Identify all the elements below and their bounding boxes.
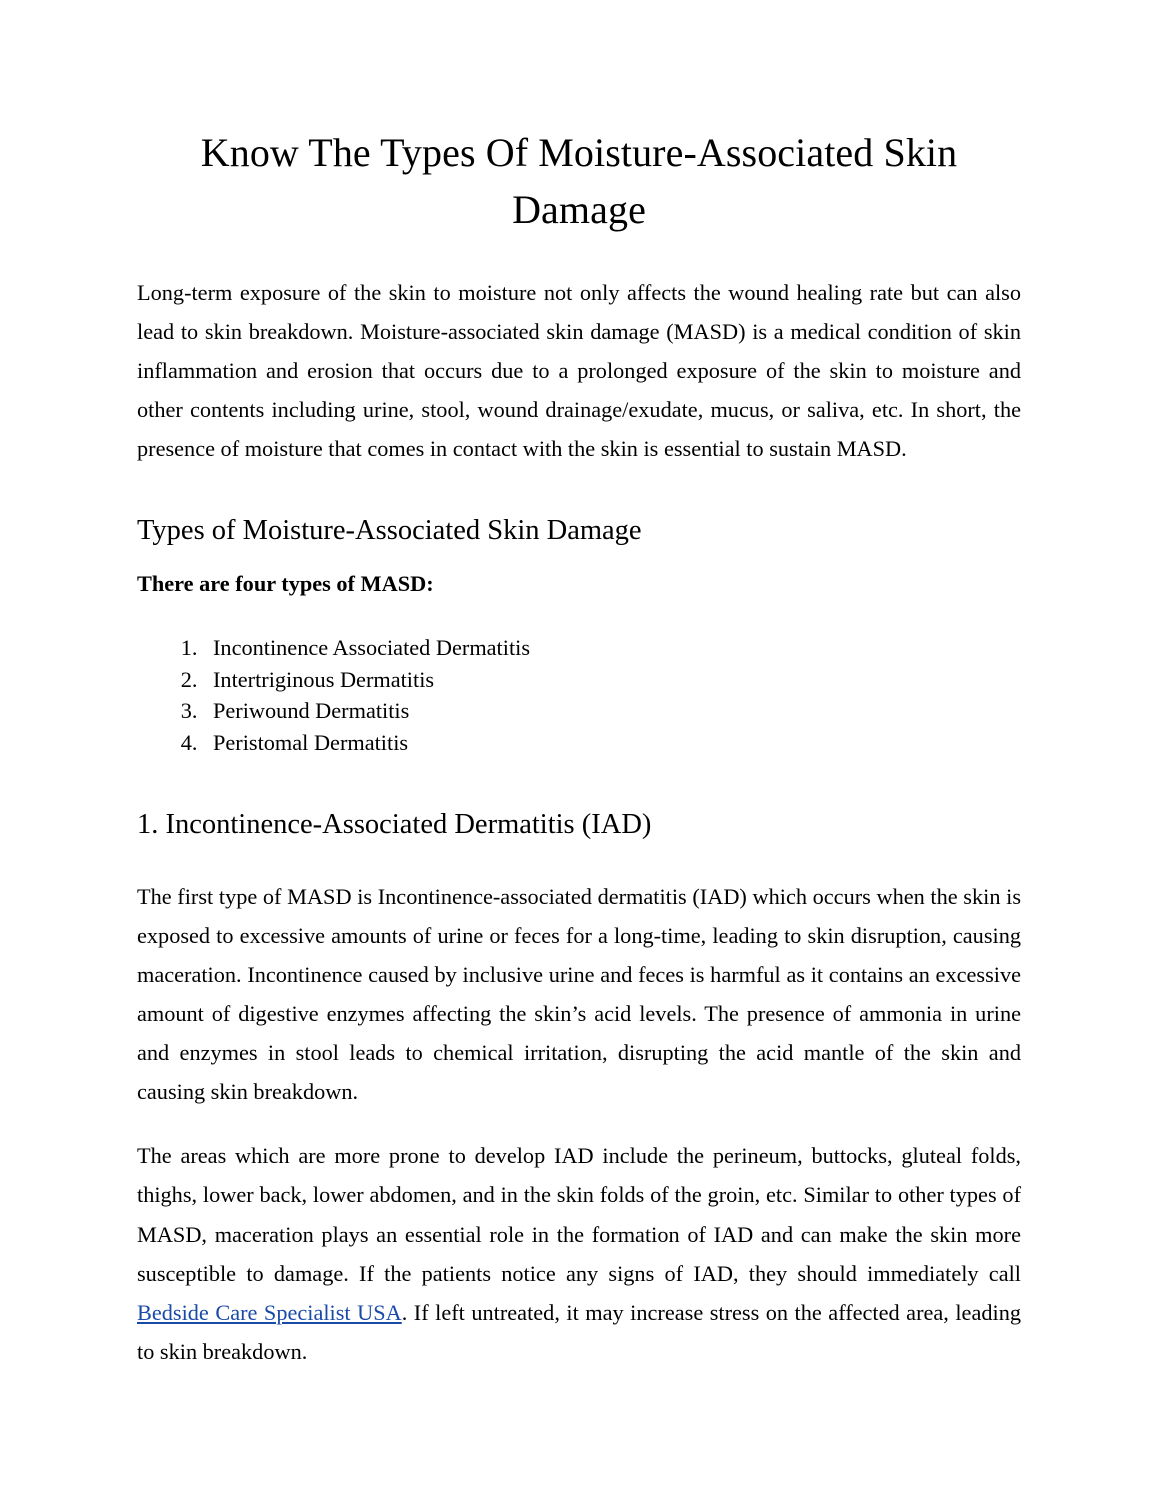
document-content-column [137, 0, 1021, 1371]
page-title: Know The Types Of Moisture-Associated Skin Damage [200, 130, 958, 232]
list-item: 3. Periwound Dermatitis [203, 695, 1021, 727]
masd-types-list-wrapper [137, 602, 1021, 759]
iad-paragraph-two-text-before-link: The areas which are more prone to develop IAD include the perineum, buttocks, gluteal folds, thighs, lower back, lower abdomen, and in the skin folds of the groin, etc. Similar to other types of MASD, maceration plays an essential role in the formation of IAD and can make the skin more susceptible to damage. If the patients notice any signs of IAD, they should immediately call [137, 1143, 1021, 1286]
section-heading-incontinence-associated-dermatitis: 1. Incontinence-Associated Dermatitis (IAD) [137, 808, 652, 840]
iad-paragraph-two-text-after-link: . If left untreated, it may increase stress on the affected area, leading to skin breakdown. [137, 1299, 1021, 1364]
bedside-care-specialist-usa-link[interactable]: Bedside Care Specialist USA [137, 1299, 402, 1325]
masd-types-list [137, 632, 1021, 759]
iad-paragraph-one: The first type of MASD is Incontinence-associated dermatitis (IAD) which occurs when the skin is exposed to excessive amounts of urine or feces for a long-time, leading to skin disruption, causing maceration. Incontinence caused by inclusive urine and feces is harmful as it contains an excessive amount of digestive enzymes affecting the skin’s acid levels. The presence of ammonia in urine and enzymes in stool leads to chemical irritation, disrupting the acid mantle of the skin and causing skin breakdown. [137, 883, 1021, 1105]
list-item: 2. Intertriginous Dermatitis [203, 664, 1021, 696]
list-item: 1. Incontinence Associated Dermatitis [203, 632, 1021, 664]
section-heading-types-of-masd: Types of Moisture-Associated Skin Damage [137, 515, 642, 547]
iad-paragraph-two [137, 1136, 1021, 1371]
intro-paragraph: Long-term exposure of the skin to moisture not only affects the wound healing rate but can also lead to skin breakdown. Moisture-associated skin damage (MASD) is a medical condition of skin inflammation and erosion that occurs due to a prolonged exposure of the skin to moisture and other contents including urine, stool, wound drainage/exudate, mucus, or saliva, etc. In short, the presence of moisture that comes in contact with the skin is essential to sustain MASD. [137, 279, 1021, 462]
list-item: 4. Peristomal Dermatitis [203, 727, 1021, 759]
list-lead-in-text: There are four types of MASD: [137, 571, 434, 597]
